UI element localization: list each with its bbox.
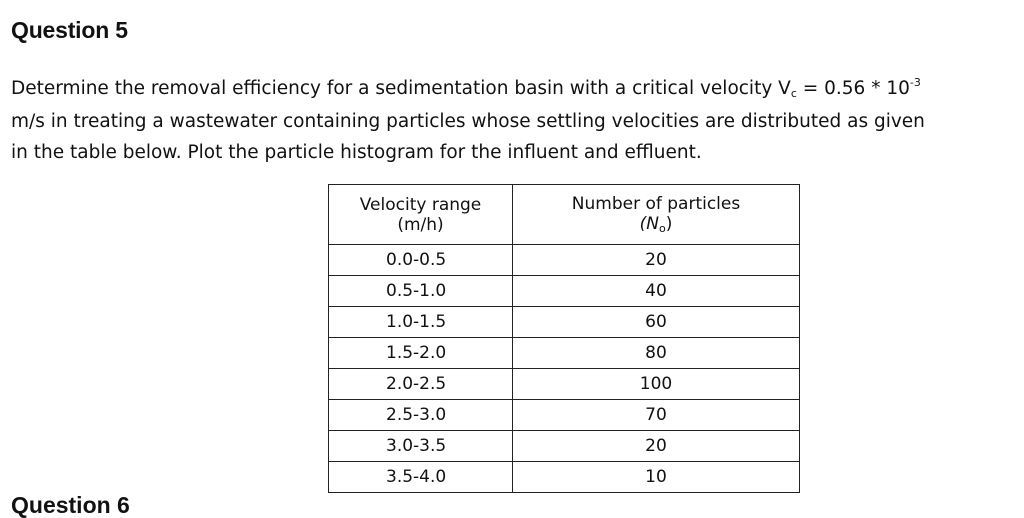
particle-count-cell: 60 xyxy=(513,307,800,338)
velocity-range-cell: 2.5-3.0 xyxy=(329,400,513,431)
question-line-3: in the table below. Plot the particle histogram for the influent and effluent. xyxy=(11,142,702,163)
critical-velocity-subscript: c xyxy=(790,87,797,100)
table-row xyxy=(329,431,800,462)
symbol-close: ) xyxy=(665,213,673,234)
symbol-subscript: o xyxy=(658,221,666,235)
question-line-1 xyxy=(11,73,1011,106)
particle-count-header-line-1: Number of particles xyxy=(571,193,741,214)
next-question-title: Question 6 xyxy=(11,492,130,518)
particle-count-cell: 80 xyxy=(513,338,800,369)
question-line-1-text: Determine the removal efficiency for a sedimentation basin with a critical velocity V xyxy=(11,78,791,99)
velocity-range-cell: 3.5-4.0 xyxy=(329,462,513,493)
question-text xyxy=(11,73,1011,168)
table-row xyxy=(329,245,800,276)
table-header-row xyxy=(329,185,800,245)
question-title: Question 5 xyxy=(11,17,128,43)
symbol-open: (N xyxy=(639,213,659,234)
question-line-2: m/s in treating a wastewater containing particles whose settling velocities are distributed as given xyxy=(11,111,925,132)
particle-count-cell: 100 xyxy=(513,369,800,400)
velocity-distribution-table xyxy=(328,184,800,493)
particle-count-cell: 40 xyxy=(513,276,800,307)
particle-count-cell: 10 xyxy=(513,462,800,493)
table-row xyxy=(329,369,800,400)
table-row xyxy=(329,276,800,307)
particle-count-header-symbol xyxy=(513,214,799,236)
particle-count-cell: 20 xyxy=(513,431,800,462)
velocity-range-header-unit: (m/h) xyxy=(397,214,444,235)
particle-count-cell: 70 xyxy=(513,400,800,431)
velocity-range-cell: 0.0-0.5 xyxy=(329,245,513,276)
velocity-range-cell: 1.5-2.0 xyxy=(329,338,513,369)
table-row xyxy=(329,338,800,369)
table-row xyxy=(329,462,800,493)
critical-velocity-value: = 0.56 * 10 xyxy=(796,78,910,99)
velocity-range-cell: 0.5-1.0 xyxy=(329,276,513,307)
table-row xyxy=(329,307,800,338)
velocity-range-cell: 3.0-3.5 xyxy=(329,431,513,462)
velocity-range-cell: 2.0-2.5 xyxy=(329,369,513,400)
table-row xyxy=(329,400,800,431)
exponent: -3 xyxy=(909,76,921,89)
velocity-range-cell: 1.0-1.5 xyxy=(329,307,513,338)
velocity-range-header xyxy=(329,185,513,245)
velocity-range-header-line-1: Velocity range xyxy=(359,194,482,215)
particle-count-cell: 20 xyxy=(513,245,800,276)
particle-count-header xyxy=(513,185,800,245)
